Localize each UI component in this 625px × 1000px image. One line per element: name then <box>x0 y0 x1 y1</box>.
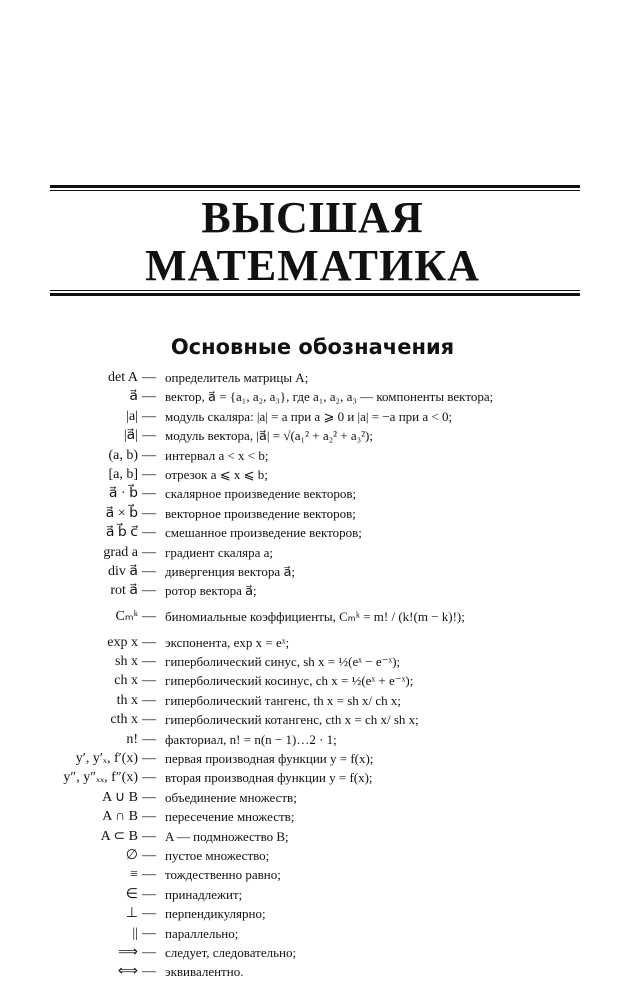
notation-row <box>0 827 625 846</box>
notation-dash: — <box>142 751 156 767</box>
notation-dash: — <box>142 370 156 385</box>
notation-description: вектор, a⃗ = {a₁, a₂, a₃}, где a₁, a₂, a₃ — компоненты вектора; <box>165 389 494 405</box>
notation-symbol: det A <box>108 370 138 385</box>
notation-dash: — <box>142 925 156 941</box>
notation-description: отрезок a ⩽ x ⩽ b; <box>165 466 268 482</box>
notation-symbol: sh x <box>115 654 138 670</box>
notation-description: интервал a < x < b; <box>165 447 269 463</box>
notation-description: перпендикулярно; <box>165 906 266 922</box>
notation-symbol: ch x <box>114 673 138 689</box>
notation-dash: — <box>142 886 156 902</box>
bottom-rule-thin <box>50 290 580 291</box>
notation-dash: — <box>142 583 156 599</box>
notation-row <box>0 962 625 981</box>
notation-row <box>0 807 625 826</box>
notation-description: градиент скаляра a; <box>165 544 273 560</box>
notation-dash: — <box>142 692 156 708</box>
notation-description: гиперболический тангенс, th x = sh x/ ch x; <box>165 692 402 708</box>
notation-symbol: |a| <box>126 408 138 424</box>
notation-dash: — <box>142 906 156 922</box>
notation-description: принадлежит; <box>165 886 243 902</box>
notation-row <box>0 504 625 523</box>
notation-symbol: div a⃗ <box>108 563 138 579</box>
notation-dash: — <box>142 731 156 747</box>
notation-description: экспонента, exp x = eˣ; <box>165 634 290 650</box>
notation-row <box>0 865 625 884</box>
notation-dash: — <box>142 505 156 521</box>
notation-symbol: n! <box>126 731 138 747</box>
notation-description: биномиальные коэффициенты, Cₘᵏ = m! / (k!(m − k)!); <box>165 608 465 624</box>
notation-dash: — <box>142 867 156 883</box>
notation-description: пересечение множеств; <box>165 809 295 825</box>
notation-symbol: exp x <box>107 634 138 650</box>
notation-dash: — <box>142 389 156 405</box>
notation-description: смешанное произведение векторов; <box>165 525 362 541</box>
notation-symbol: cth x <box>110 712 138 728</box>
notation-row <box>0 446 625 465</box>
notation-dash: — <box>142 712 156 728</box>
notation-row <box>0 368 625 387</box>
notation-dash: — <box>142 944 156 960</box>
notation-description: дивергенция вектора a⃗; <box>165 563 296 579</box>
notation-dash: — <box>142 447 156 463</box>
notation-description: гиперболический синус, sh x = ½(eˣ − e⁻ˣ); <box>165 654 401 670</box>
notation-dash: — <box>142 789 156 805</box>
notation-symbol: (a, b) <box>108 447 138 463</box>
notation-row <box>0 691 625 710</box>
notation-description: объединение множеств; <box>165 789 297 805</box>
notation-row <box>0 924 625 943</box>
notation-symbol: ∈ <box>125 886 138 902</box>
notation-description: гиперболический косинус, ch x = ½(eˣ + e⁻ˣ); <box>165 673 414 689</box>
notation-dash: — <box>142 608 156 624</box>
notation-dash: — <box>142 809 156 825</box>
notation-row <box>0 523 625 542</box>
notation-description: пустое множество; <box>165 847 270 863</box>
notation-symbol: ≡ <box>130 867 138 883</box>
notation-row <box>0 904 625 923</box>
notation-symbol: grad a <box>103 544 138 560</box>
top-rule-thick <box>50 185 580 188</box>
notation-row <box>0 581 625 600</box>
page-title-line-1: ВЫСШАЯ <box>201 193 424 242</box>
notation-description: векторное произведение векторов; <box>165 505 356 521</box>
notation-row <box>0 671 625 690</box>
notation-symbol: y″, y″ₓₓ, f″(x) <box>63 770 138 786</box>
notation-dash: — <box>142 673 156 689</box>
top-rule-thin <box>50 190 580 191</box>
notation-symbol: rot a⃗ <box>110 583 138 599</box>
notation-row <box>0 749 625 768</box>
notation-symbol: A ⊂ B <box>100 828 138 844</box>
notation-symbol: y′, y′ₓ, f′(x) <box>75 751 138 767</box>
notation-description: модуль скаляра: |a| = a при a ⩾ 0 и |a| = −a при a < 0; <box>165 408 453 424</box>
notation-description: ротор вектора a⃗; <box>165 583 257 599</box>
notation-row <box>0 426 625 445</box>
notation-description: модуль вектора, |a⃗| = √(a₁² + a₂² + a₃²); <box>165 428 373 444</box>
notation-symbol: a⃗ × b⃗ <box>105 505 138 521</box>
notation-description: эквивалентно. <box>165 964 244 980</box>
notation-symbol: ⊥ <box>125 906 138 922</box>
notation-symbol: |a⃗| <box>123 428 138 444</box>
notation-row <box>0 633 625 652</box>
notation-row <box>0 465 625 484</box>
bottom-rule-thick <box>50 293 580 296</box>
notation-dash: — <box>142 964 156 980</box>
notation-symbol: a⃗ b⃗ c⃗ <box>105 525 138 541</box>
notation-row <box>0 788 625 807</box>
notation-description: определитель матрицы A; <box>165 370 309 385</box>
notation-row <box>0 730 625 749</box>
notation-symbol: A ∩ B <box>102 809 138 825</box>
notation-description: факториал, n! = n(n − 1)…2 · 1; <box>165 731 337 747</box>
notation-dash: — <box>142 544 156 560</box>
notation-symbol: a⃗ <box>129 389 138 405</box>
notation-symbol: A ∪ B <box>102 789 138 805</box>
notation-row <box>0 387 625 406</box>
notation-list <box>0 368 625 982</box>
notation-dash: — <box>142 408 156 424</box>
notation-dash: — <box>142 770 156 786</box>
notation-symbol: ⟺ <box>117 964 138 980</box>
notation-symbol: [a, b] <box>108 466 138 482</box>
notation-row <box>0 484 625 503</box>
notation-dash: — <box>142 634 156 650</box>
notation-dash: — <box>142 847 156 863</box>
notation-description: тождественно равно; <box>165 867 281 883</box>
notation-dash: — <box>142 654 156 670</box>
notation-row <box>0 407 625 426</box>
notation-dash: — <box>142 525 156 541</box>
notation-symbol: || <box>132 925 138 941</box>
notation-row <box>0 652 625 671</box>
notation-symbol: ⟹ <box>117 944 138 960</box>
notation-row <box>0 768 625 787</box>
notation-symbol: Cₘᵏ <box>115 608 138 624</box>
notation-row <box>0 885 625 904</box>
notation-dash: — <box>142 486 156 502</box>
notation-description: A — подмножество B; <box>165 828 289 844</box>
notation-row <box>0 846 625 865</box>
notation-dash: — <box>142 828 156 844</box>
notation-row <box>0 543 625 562</box>
notation-dash: — <box>142 466 156 482</box>
notation-description: следует, следовательно; <box>165 944 297 960</box>
notation-description: первая производная функции y = f(x); <box>165 751 374 767</box>
notation-description: скалярное произведение векторов; <box>165 486 357 502</box>
section-subtitle: Основные обозначения <box>170 335 455 359</box>
notation-row <box>0 943 625 962</box>
notation-description: параллельно; <box>165 925 239 941</box>
page-title-line-2: МАТЕМАТИКА <box>145 241 480 290</box>
notation-symbol: a⃗ · b⃗ <box>108 486 138 502</box>
notation-row <box>0 562 625 581</box>
notation-row <box>0 601 625 633</box>
notation-description: вторая производная функции y = f(x); <box>165 770 373 786</box>
notation-row <box>0 710 625 729</box>
notation-dash: — <box>142 563 156 579</box>
notation-dash: — <box>142 428 156 444</box>
notation-symbol: th x <box>116 692 138 708</box>
notation-description: гиперболический котангенс, cth x = ch x/ sh x; <box>165 712 419 728</box>
notation-symbol: ∅ <box>125 847 138 863</box>
